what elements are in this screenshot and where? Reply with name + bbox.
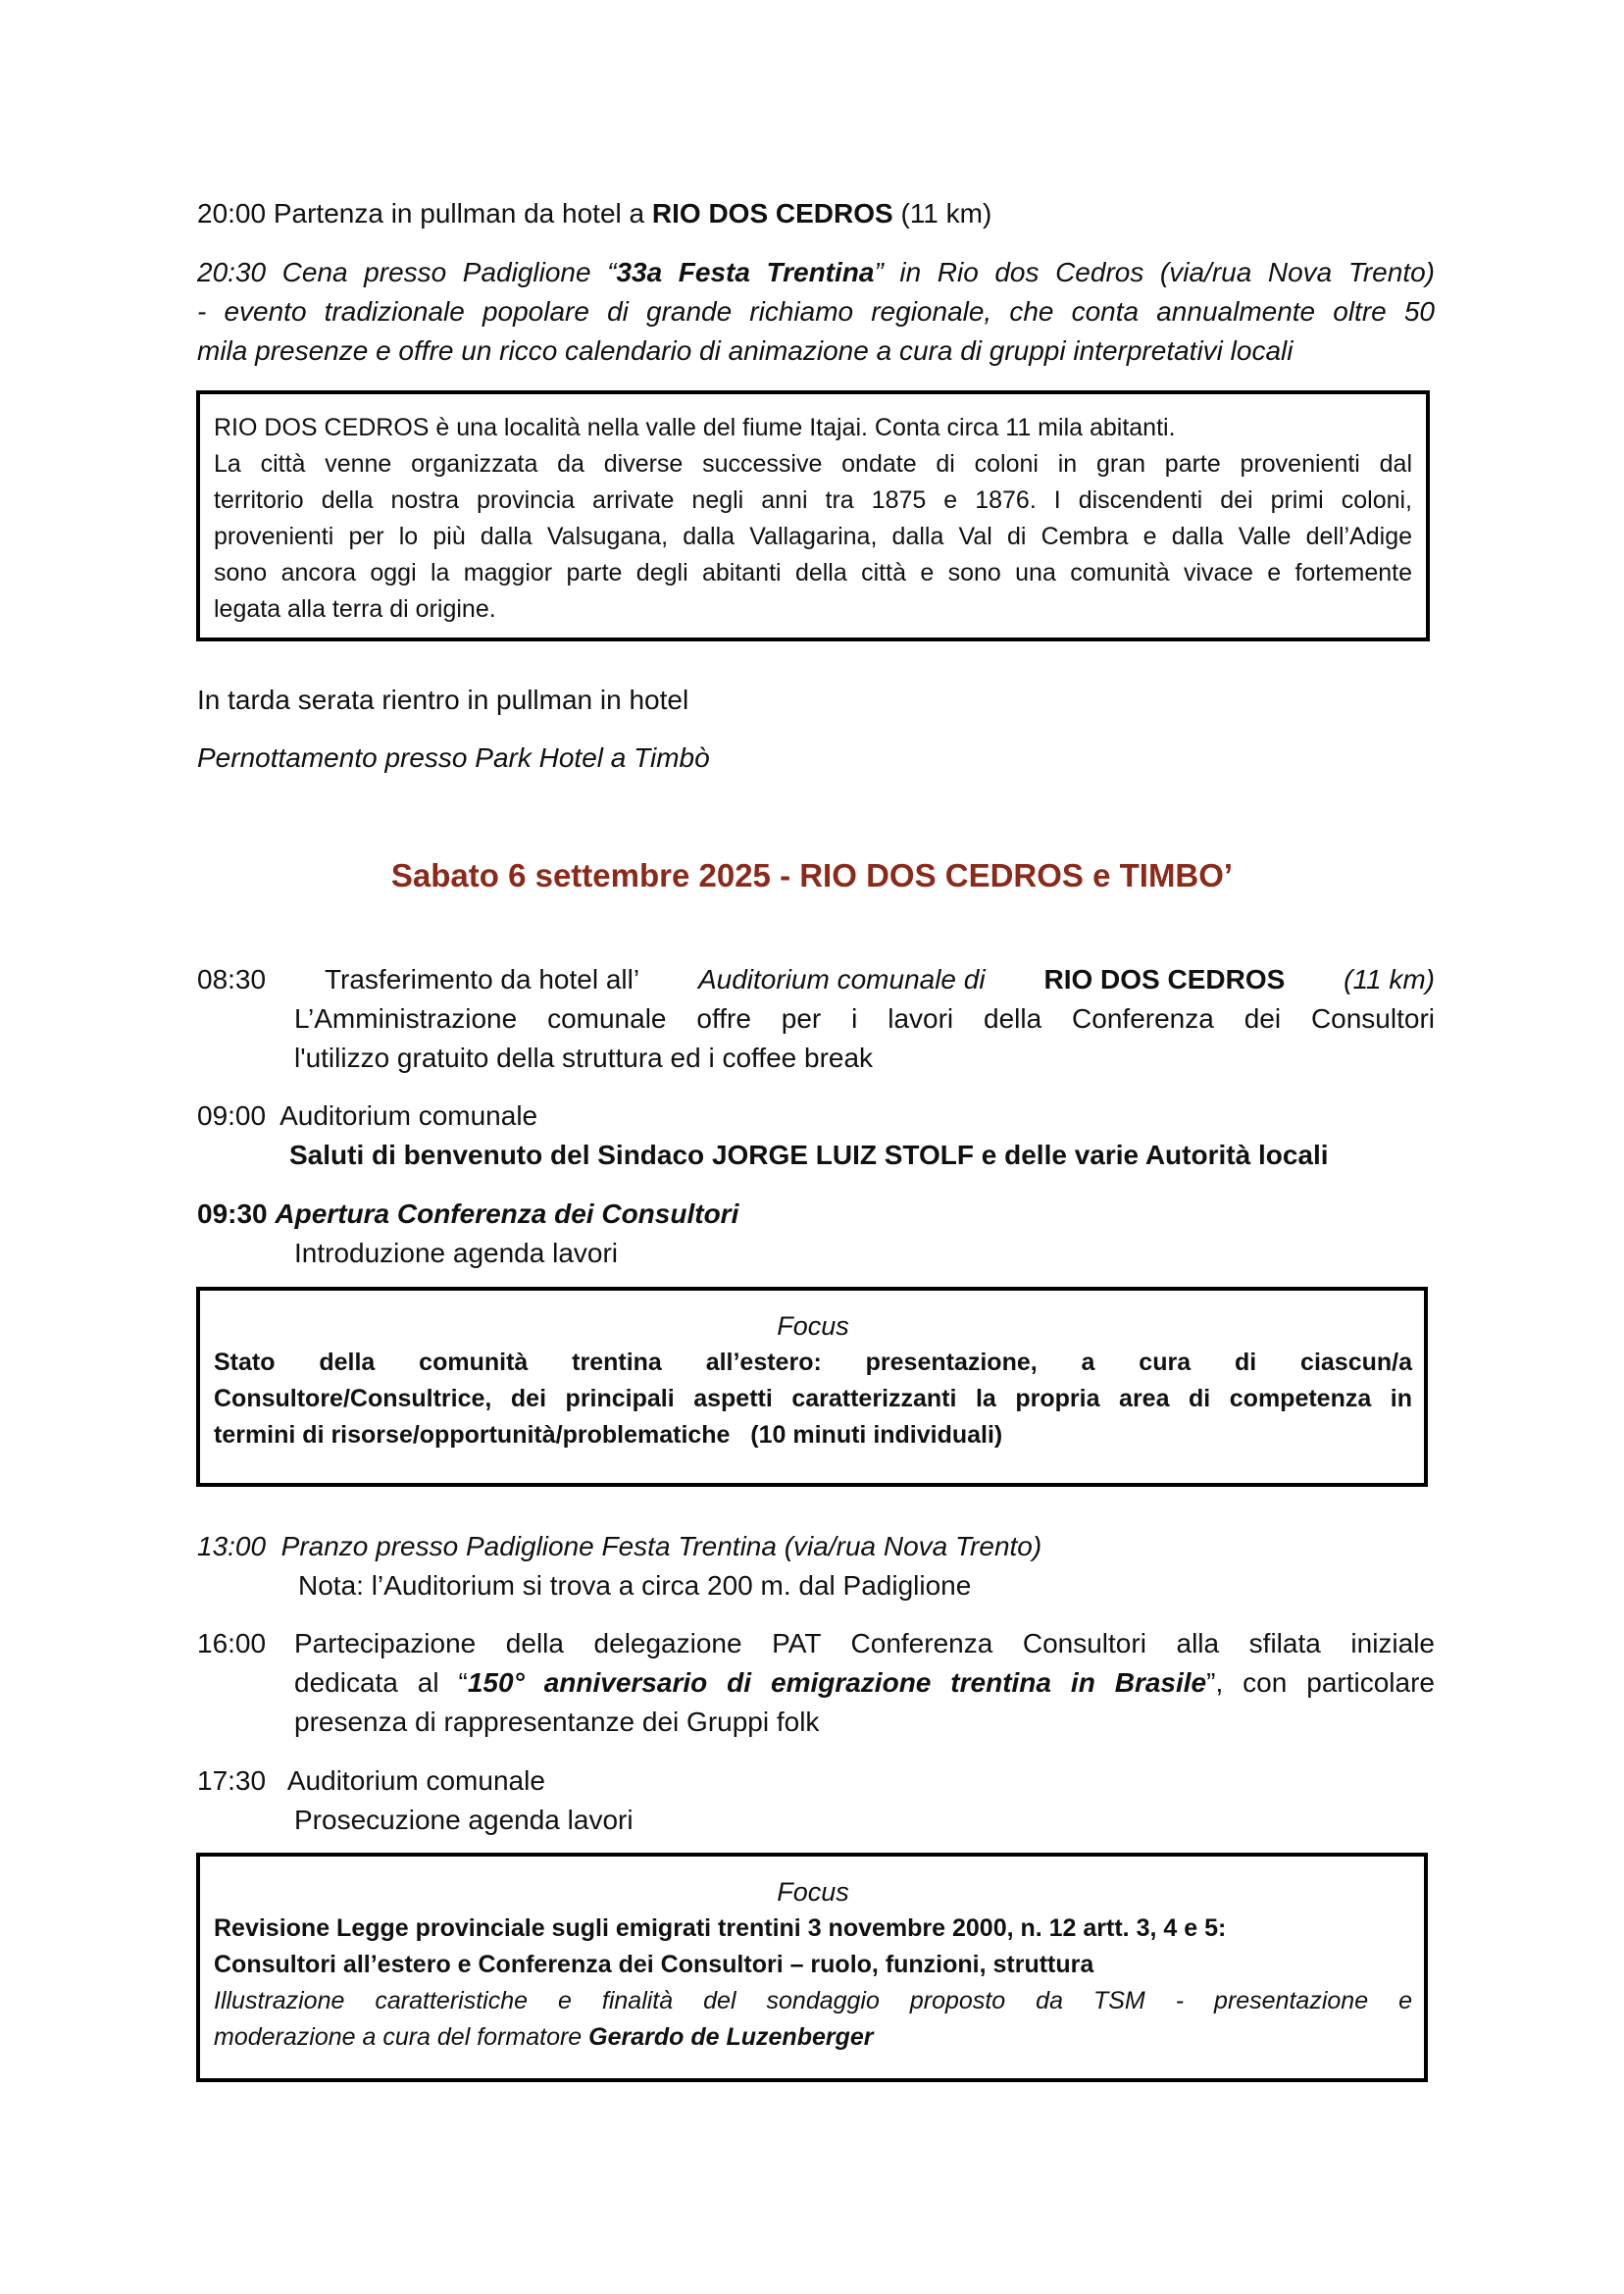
dinner-line-3: mila presenze e offre un ricco calendario di animazione a cura di gruppi interpretativi locali xyxy=(197,335,1294,366)
departure-place: RIO DOS CEDROS xyxy=(651,198,893,229)
info-line-4: provenienti per lo più dalla Valsugana, dalla Vallagarina, dalla Val di Cembra e dalla Valle dell’Adige xyxy=(214,523,1412,550)
time-1730: 17:30 xyxy=(197,1765,267,1796)
trainer-name: Gerardo de Luzenberger xyxy=(588,2023,874,2051)
info-line-5: sono ancora oggi la maggior parte degli abitanti della città e sono una comunità vivace e fortemente xyxy=(214,559,1412,586)
day-heading: Sabato 6 settembre 2025 - RIO DOS CEDROS e TIMBO’ xyxy=(390,857,1234,893)
time-1600: 16:00 xyxy=(197,1628,267,1658)
schedule-1730: 17:30 Auditorium comunale Prosecuzione agenda lavori xyxy=(197,1765,634,1835)
info-line-6: legata alla terra di origine. xyxy=(214,595,496,623)
dinner-line-1: 20:30 Cena presso Padiglione “33a Festa Trentina” in Rio dos Cedros (via/rua Nova Trento) xyxy=(197,257,1435,287)
schedule-1300: 13:00 Pranzo presso Padiglione Festa Trentina (via/rua Nova Trento) Nota: l’Auditorium si trova a circa 200 m. dal Padiglione xyxy=(197,1531,1042,1601)
departure-text: Partenza in pullman da hotel a xyxy=(273,198,652,229)
departure-time: 20:00 xyxy=(197,198,267,229)
time-1300: 13:00 xyxy=(197,1531,267,1561)
departure-line xyxy=(197,194,991,233)
anniversary-title: 150° anniversario di emigrazione trentina in Brasile xyxy=(467,1667,1207,1698)
dinner-line-2: - evento tradizionale popolare di grande richiamo regionale, che conta annualmente oltre 50 xyxy=(197,296,1435,327)
focus-box-2: Focus Revisione Legge provinciale sugli emigrati trentini 3 novembre 2000, n. 12 artt. 3, 4 e 5: Consultori all’estero e Conferenza dei Consultori – ruolo, funzioni, struttura Illustrazione caratteristiche e finalità del sondaggio proposto da TSM - presentazione e moderazione a cura del formatore Gerardo de Luzenberger xyxy=(196,1853,1428,2082)
overnight-line: Pernottamento presso Park Hotel a Timbò xyxy=(197,742,710,773)
focus-label: Focus xyxy=(777,1877,849,1907)
festa-name: 33a Festa Trentina xyxy=(616,257,875,287)
time-0900: 09:00 xyxy=(197,1100,267,1131)
rio-dos-cedros-info-box xyxy=(196,390,1430,641)
schedule-0930: 09:30 Apertura Conferenza dei Consultori Introduzione agenda lavori xyxy=(197,1198,739,1268)
dinner-paragraph xyxy=(197,253,1435,371)
info-line-1: RIO DOS CEDROS è una località nella valle del fiume Itajai. Conta circa 11 mila abitanti. xyxy=(214,414,1176,441)
place-rio-dos-cedros: RIO DOS CEDROS xyxy=(1043,964,1286,994)
schedule-0830: 08:30 Trasferimento da hotel all’ Auditorium comunale di RIO DOS CEDROS (11 km) L’Amministrazione comunale offre per i lavori della Conferenza dei Consultori l'utilizzo gratuito della struttura ed i coffee break xyxy=(197,960,1435,1078)
time-0830: 08:30 xyxy=(197,964,267,994)
schedule-0900: 09:00 Auditorium comunale Saluti di benvenuto del Sindaco JORGE LUIZ STOLF e delle varie Autorità locali xyxy=(197,1100,1329,1170)
time-0930: 09:30 xyxy=(197,1198,268,1229)
info-line-2: La città venne organizzata da diverse successive ondate di coloni in gran parte provenienti dal xyxy=(214,450,1412,478)
departure-distance: (11 km) xyxy=(892,198,992,229)
return-line: In tarda serata rientro in pullman in hotel xyxy=(197,685,689,715)
focus-box-1: Focus Stato della comunità trentina all’estero: presentazione, a cura di ciascun/a Consultore/Consultrice, dei principali aspetti caratterizzanti la propria area di competenza in termini di risorse/opportunità/problematiche (10 minuti individuali) xyxy=(196,1287,1428,1487)
schedule-1600: 16:00 Partecipazione della delegazione PAT Conferenza Consultori alla sfilata iniziale dedicata al “150° anniversario di emigrazione trentina in Brasile”, con particolare presenza di rappresentanze dei Gruppi folk xyxy=(197,1624,1435,1742)
info-line-3: territorio della nostra provincia arrivate negli anni tra 1875 e 1876. I discendenti dei primi coloni, xyxy=(214,486,1412,514)
focus-label: Focus xyxy=(777,1311,849,1341)
